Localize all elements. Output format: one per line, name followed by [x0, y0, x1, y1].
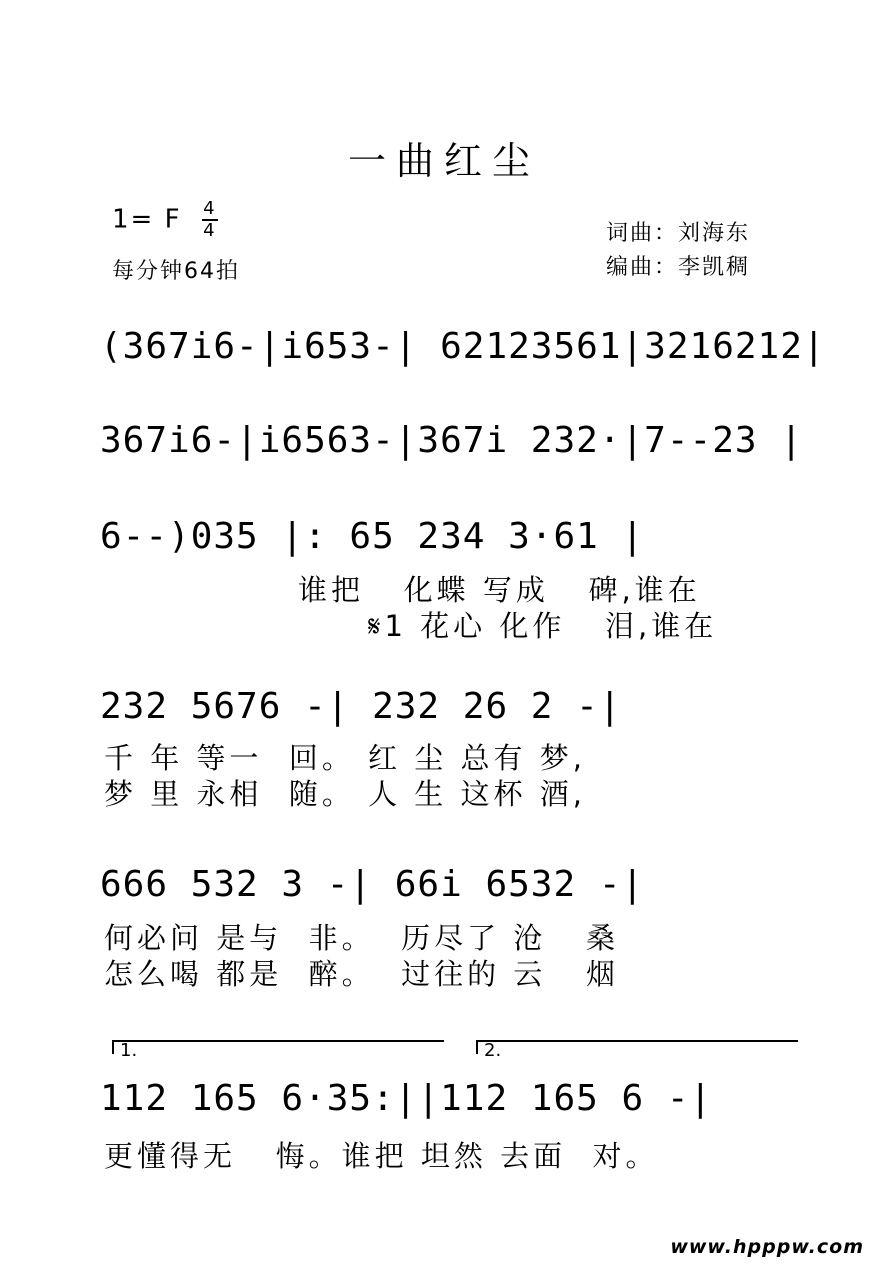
- volta-bracket-2: [476, 1040, 798, 1054]
- song-title: 一曲红尘: [347, 139, 540, 183]
- volta-bracket-1: [112, 1040, 444, 1054]
- key-signature: [112, 200, 218, 240]
- score-line-5: 666 532 3 -| 66i 6532 -|: [100, 864, 645, 905]
- lyric-line-3b: 𝄋1 花心 化作 泪,谁在: [368, 609, 718, 643]
- time-sig-top: 4: [203, 198, 217, 219]
- lyric-line-6a: 更懂得无 悔。谁把 坦然 去面 对。: [104, 1139, 659, 1173]
- time-signature: [202, 200, 218, 240]
- score-line-1: (367i6-|i653-| 62123561|3216212|: [100, 326, 826, 367]
- volta-2-label: 2.: [484, 1040, 502, 1061]
- lyric-line-5b: 怎么喝 都是 醉。 过往的 云 烟: [104, 957, 619, 991]
- key-text: 1= F: [112, 204, 182, 235]
- volta-1-label: 1.: [120, 1040, 138, 1061]
- site-watermark: www.hpppw.com: [670, 1236, 864, 1258]
- score-line-4: 232 5676 -| 232 26 2 -|: [100, 686, 622, 727]
- lyric-line-5a: 何必问 是与 非。 历尽了 沧 桑: [104, 921, 619, 955]
- lyricist-credit: 词曲：刘海东: [606, 221, 751, 246]
- score-line-3: 6--)035 |: 65 234 3·61 |: [100, 516, 645, 557]
- score-line-6: 112 165 6·35:||112 165 6 -|: [100, 1078, 713, 1119]
- tempo-marking: 每分钟64拍: [112, 259, 240, 284]
- arranger-credit: 编曲：李凯稠: [606, 255, 751, 280]
- lyric-line-4a: 千 年 等一 回。 红 尘 总有 梦,: [104, 741, 586, 775]
- score-line-2: 367i6-|i6563-|367i 232·|7--23 |: [100, 420, 803, 461]
- lyric-line-3a: 谁把 化蝶 写成 碑,谁在: [298, 573, 701, 607]
- time-sig-bottom: 4: [203, 220, 217, 241]
- lyric-line-4b: 梦 里 永相 随。 人 生 这杯 酒,: [104, 777, 586, 811]
